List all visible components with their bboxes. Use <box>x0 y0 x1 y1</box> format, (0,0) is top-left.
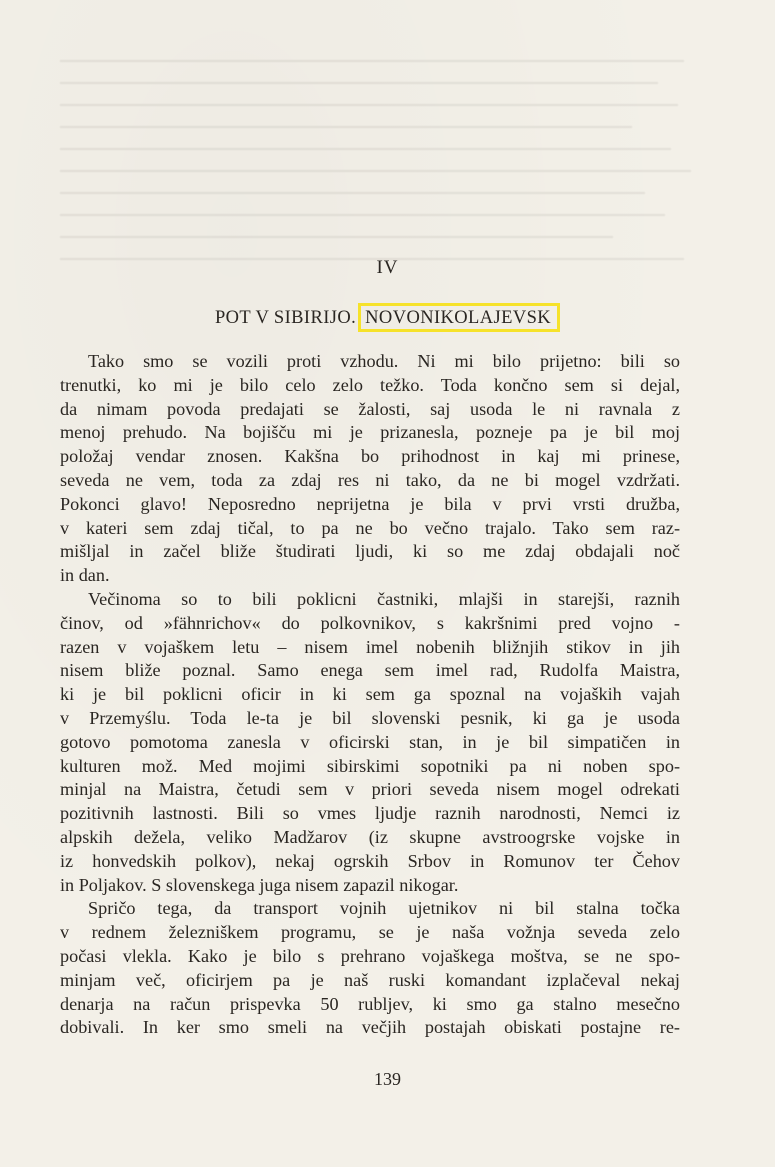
text-line: nisem bliže poznal. Samo enega sem imel rad, Rudolfa Maistra, <box>60 660 680 681</box>
text-line: činov, od »fähnrichov« do polkovnikov, s kakršnimi pred vojno - <box>60 612 680 633</box>
text-line: počasi vlekla. Kako je bilo s prehrano vojaškega moštva, se ne spo- <box>60 945 680 966</box>
text-line: v Przemyślu. Toda le-ta je bil slovenski pesnik, ki ga je usoda <box>60 707 680 728</box>
body-text <box>60 350 680 1040</box>
paragraph-2 <box>60 588 680 897</box>
text-line: minjam več, oficirjem pa je naš ruski komandant izplačeval nekaj <box>60 969 680 990</box>
text-line: in dan. <box>60 565 110 586</box>
text-line: pozitivnih lastnosti. Bili so vmes ljudje raznih narodnosti, Nemci iz <box>60 803 680 824</box>
text-line: in Poljakov. S slovenskega juga nisem zapazil nikogar. <box>60 874 459 895</box>
text-line: mišljal in začel bliže študirati ljudi, ki so me zdaj obdajali noč <box>60 541 680 562</box>
text-line: v rednem železniškem programu, se je naša vožnja seveda zelo <box>60 922 680 943</box>
text-line: ki je bil poklicni oficir in ki sem ga spoznal na vojaških vajah <box>60 684 680 705</box>
text-line: Večinoma so to bili poklicni častniki, mlajši in starejši, raznih <box>88 588 680 609</box>
text-line: da nimam povoda predajati se žalosti, saj usoda le ni ravnala z <box>60 398 680 419</box>
text-line: seveda ne vem, toda za zdaj res ni tako, da ne bi mogel vzdržati. <box>60 469 680 490</box>
text-line: dobivali. In ker smo smeli na večjih postajah obiskati postajne re- <box>60 1017 680 1038</box>
text-line: alpskih dežela, veliko Madžarov (iz skupne avstroogrske vojske in <box>60 826 680 847</box>
chapter-title <box>0 303 775 332</box>
text-line: kulturen mož. Med mojimi sibirskimi sopotniki pa ni noben spo- <box>60 755 680 776</box>
paragraph-3 <box>60 897 680 1040</box>
text-line: položaj vendar znosen. Kakšna bo prihodnost in kaj mi prinese, <box>60 446 680 467</box>
text-line: trenutki, ko mi je bilo celo zelo težko. Toda končno sem si dejal, <box>60 374 680 395</box>
text-line: menoj prehudo. Na bojišču mi je prizanesla, pozneje pa je bil moj <box>60 422 680 443</box>
text-line: v kateri sem zdaj tičal, to pa ne bo večno trajalo. Tako sem raz- <box>60 517 680 538</box>
text-line: iz honvedskih polkov), nekaj ogrskih Srbov in Romunov ter Čehov <box>60 850 680 871</box>
chapter-title-highlight[interactable]: NOVONIKOLAJEVSK <box>358 303 560 332</box>
text-line: Tako smo se vozili proti vzhodu. Ni mi bilo prijetno: bili so <box>88 351 680 371</box>
chapter-number: IV <box>376 257 399 278</box>
text-line: minjal na Maistra, četudi sem v priori seveda nisem mogel odrekati <box>60 779 680 800</box>
paragraph-1 <box>60 350 680 588</box>
page-number: 139 <box>374 1069 401 1089</box>
show-through-text <box>60 60 710 330</box>
text-line: Pokonci glavo! Neposredno neprijetna je bila v prvi vrsti družba, <box>60 493 680 514</box>
chapter-title-prefix: POT V SIBIRIJO. <box>214 308 357 328</box>
text-line: denarja na račun prispevka 50 rubljev, ki smo ga stalno mesečno <box>60 993 680 1014</box>
text-line: Spričo tega, da transport vojnih ujetnikov ni bil stalna točka <box>88 898 680 919</box>
text-line: gotovo pomotoma zanesla v oficirski stan, in je bil simpatičen in <box>60 731 680 752</box>
text-line: razen v vojaškem letu – nisem imel nobenih bližnjih stikov in jih <box>60 636 680 657</box>
